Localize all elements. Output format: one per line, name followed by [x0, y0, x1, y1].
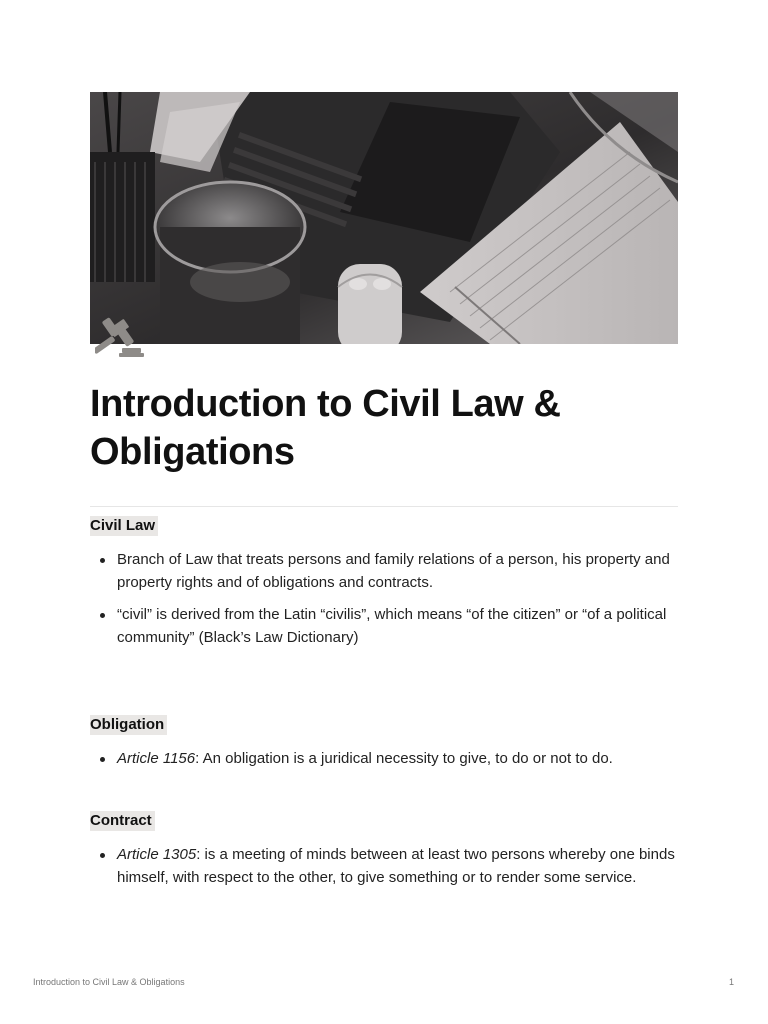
article-reference: Article 1305 — [117, 846, 197, 863]
article-reference: Article 1156 — [117, 750, 196, 767]
section-heading: Obligation — [90, 715, 167, 735]
bullet-text: : An obligation is a juridical necessity to give, to do or not to do. — [195, 750, 613, 767]
section-civil-law — [90, 516, 678, 658]
bullet-dot-icon — [100, 853, 105, 858]
divider — [90, 506, 678, 507]
bullet-list — [90, 843, 678, 889]
list-item — [90, 843, 678, 889]
bullet-list — [90, 548, 678, 649]
bullet-text: “civil” is derived from the Latin “civilis”, which means “of the citizen” or “of a political community” (Black’s Law Dictionary) — [117, 606, 667, 646]
section-heading: Civil Law — [90, 516, 158, 536]
bullet-dot-icon — [100, 613, 105, 618]
cover-image — [90, 92, 678, 344]
page-title: Introduction to Civil Law & Obligations — [90, 383, 561, 473]
section-heading: Contract — [90, 811, 155, 831]
bullet-text: Branch of Law that treats persons and family relations of a person, his property and property rights and of obligations and contracts. — [117, 551, 670, 591]
bullet-text: : is a meeting of minds between at least two persons whereby one binds himself, with respect to the other, to give something or to render some service. — [117, 846, 675, 886]
list-item — [90, 548, 678, 594]
gavel-icon — [95, 313, 147, 363]
list-item — [90, 747, 678, 770]
bullet-dot-icon — [100, 757, 105, 762]
list-item — [90, 603, 678, 649]
section-contract — [90, 811, 678, 898]
footer-page-number: 1 — [729, 977, 735, 987]
desk-photo-illustration — [90, 92, 678, 344]
footer-doc-title: Introduction to Civil Law & Obligations — [33, 977, 185, 987]
bullet-dot-icon — [100, 558, 105, 563]
bullet-list — [90, 747, 678, 770]
section-obligation — [90, 715, 678, 779]
